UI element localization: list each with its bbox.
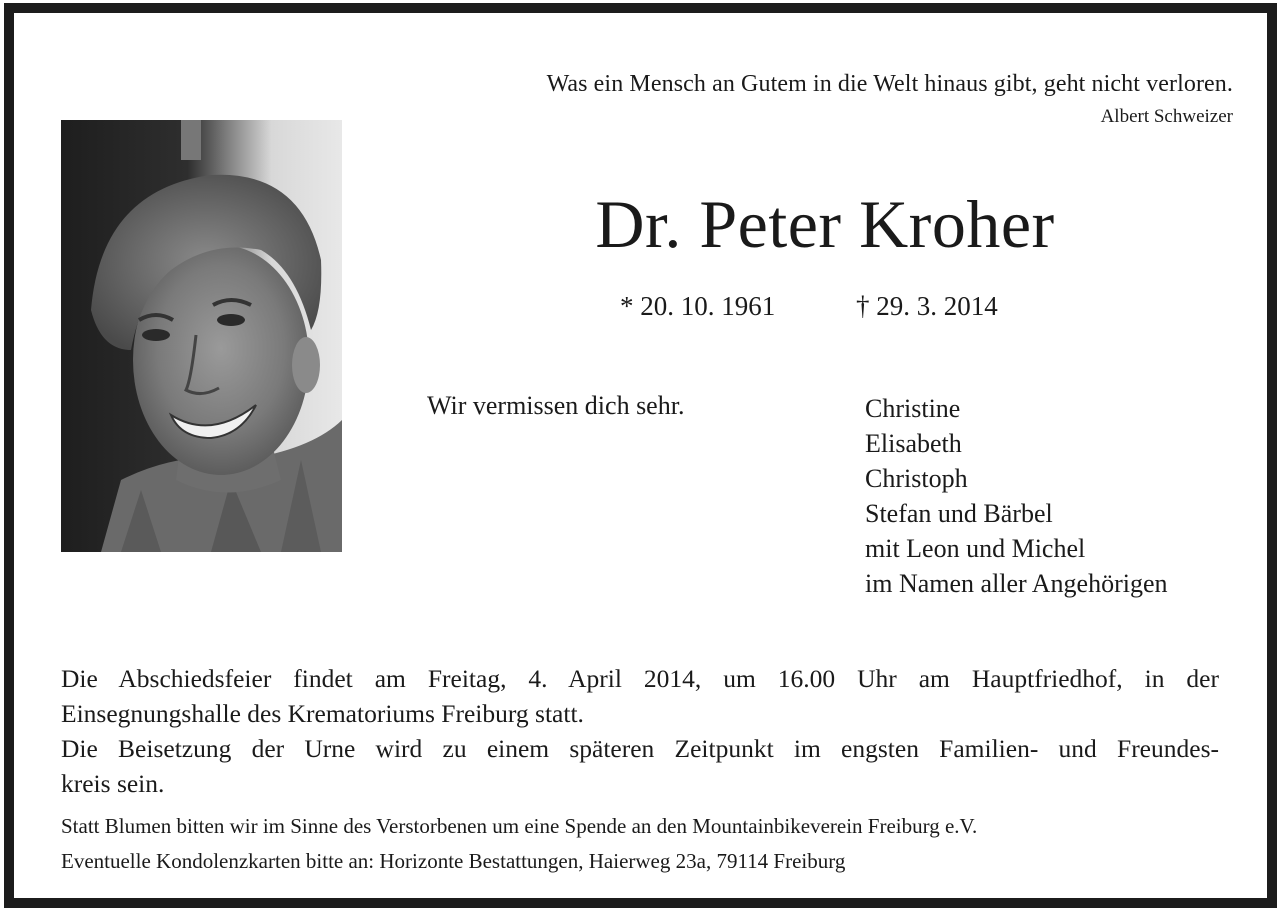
burial-line: kreis sein.: [61, 769, 165, 798]
burial-line: Die Beisetzung der Urne wird zu einem späteren Zeitpunkt im engsten Familien- und Freundes-: [61, 734, 1219, 763]
family-member: Stefan und Bärbel: [865, 499, 1053, 528]
family-list: [865, 391, 1168, 601]
obituary-card: [4, 3, 1277, 908]
condolence-note: Eventuelle Kondolenzkarten bitte an: Horizonte Bestattungen, Haierweg 23a, 79114 Freiburg: [61, 849, 846, 873]
deceased-name: Dr. Peter Kroher: [595, 186, 1055, 262]
donation-note: Statt Blumen bitten wir im Sinne des Verstorbenen um eine Spende an den Mountainbikeverein Freiburg e.V.: [61, 814, 978, 838]
family-member: im Namen aller Angehörigen: [865, 569, 1168, 598]
quote-text: Was ein Mensch an Gutem in die Welt hinaus gibt, geht nicht verloren.: [546, 71, 1233, 97]
farewell-message: Wir vermissen dich sehr.: [427, 391, 685, 420]
family-member: Christine: [865, 394, 961, 423]
birth-date: * 20. 10. 1961: [620, 291, 776, 321]
ceremony-line: Die Abschiedsfeier findet am Freitag, 4. April 2014, um 16.00 Uhr am Hauptfriedhof, in der: [61, 664, 1219, 693]
family-member: Elisabeth: [865, 429, 962, 458]
ceremony-line: Einsegnungshalle des Krematoriums Freiburg statt.: [61, 699, 584, 728]
portrait-image: [61, 120, 342, 552]
portrait-photo: [61, 120, 342, 552]
quote-author: Albert Schweizer: [1100, 106, 1233, 127]
family-member: Christoph: [865, 464, 968, 493]
family-member: mit Leon und Michel: [865, 534, 1086, 563]
notes: [61, 809, 977, 879]
ceremony-info: [61, 661, 1219, 801]
death-date: † 29. 3. 2014: [856, 291, 998, 321]
